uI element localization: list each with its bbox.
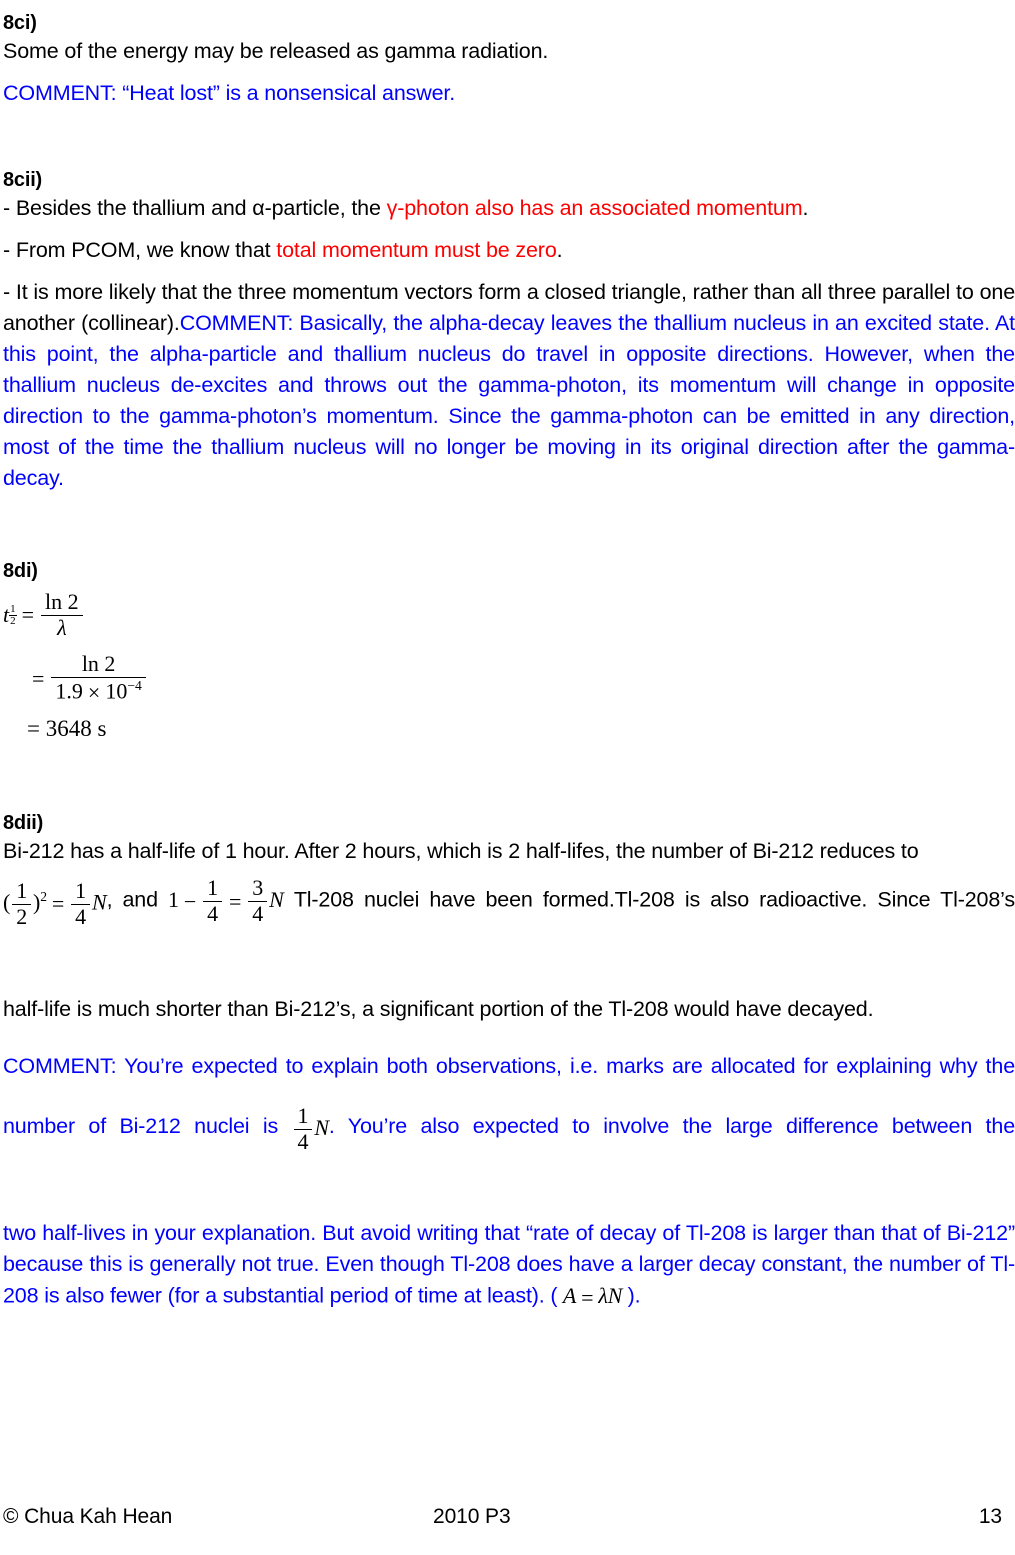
bullet-3-lead: - It is more likely that the three momentum vectors form a closed triangle, rather than all three parallel to one another (collinear). <box>3 280 1015 335</box>
answer-text-8dii-part1: Bi-212 has a half-life of 1 hour. After 2 hours, which is 2 half-lifes, the number of Bi-212 reduces to <box>3 839 919 863</box>
power-two: 2 <box>40 889 47 904</box>
comment-8dii-second <box>3 1218 1015 1313</box>
bullet-3-8cii <box>3 277 1015 494</box>
variable-n-2: N <box>269 886 284 912</box>
fraction-three-quarters: $\frac{3}{4}$ <box>248 877 267 926</box>
bullet-2-emphasis: total momentum must be zero <box>276 238 557 262</box>
section-8dii <box>3 810 1015 1313</box>
numerator-ln2-2: ln 2 <box>51 653 145 678</box>
page-content <box>3 10 1015 1313</box>
denominator-decay-constant <box>51 678 145 705</box>
symbol-lambda: λ <box>598 1282 608 1308</box>
symbol-t: t <box>3 602 10 627</box>
bullet-1-emphasis: γ-photon also has an associated momentum <box>386 196 803 220</box>
equation-row-3 <box>27 712 1015 746</box>
spacer <box>3 266 1015 277</box>
fraction-one-half: $\frac{1}{2}$ <box>12 880 31 929</box>
section-heading-8di: 8di) <box>3 560 38 582</box>
spacer <box>3 67 1015 78</box>
answer-math-line-8dii <box>3 867 1015 994</box>
fraction-one-quarter-3: $\frac{1}{4}$ <box>294 1105 313 1154</box>
equals-sign-3: = <box>581 1285 594 1311</box>
inline-math-half-squared <box>3 867 107 934</box>
numerator-ln2: ln 2 <box>41 591 83 616</box>
section-8cii <box>3 167 1015 494</box>
fraction-ln2-lambda <box>41 588 83 640</box>
symbol-n: N <box>607 1282 623 1308</box>
spacer <box>3 224 1015 235</box>
paren-open: ( <box>3 889 11 915</box>
equals-sign-2: = <box>32 666 45 691</box>
denominator-lambda: λ <box>57 614 67 640</box>
mantissa: 1.9 <box>55 678 83 704</box>
bullet-2-8cii <box>3 235 1015 266</box>
fraction-one-quarter-2: $\frac{1}{4}$ <box>203 877 222 926</box>
comment-text-a: COMMENT: You’re expected to explain both observations, i.e. marks are allocated for explaining why the number of Bi-212 nuclei is <box>3 1054 1015 1139</box>
section-heading-8cii: 8cii) <box>3 169 43 191</box>
page-footer <box>3 1505 1012 1533</box>
paren-close: ) <box>33 889 41 915</box>
variable-n: N <box>92 889 107 915</box>
inline-math-one-minus-quarter <box>168 870 284 932</box>
spacer <box>3 746 1015 810</box>
spacer <box>3 494 1015 558</box>
exponent: −4 <box>127 678 142 694</box>
footer-copyright: © Chua Kah Hean <box>3 1505 173 1528</box>
minus-sign: − <box>183 888 197 914</box>
answer-text-8dii-part3: half-life is much shorter than Bi-212’s, a significant portion of the Tl-208 would have decayed. <box>3 997 874 1022</box>
equation-row-2 <box>27 646 1015 712</box>
subscript-half: $\frac{1}{2}$ <box>10 602 16 627</box>
times-sign: × <box>87 679 101 705</box>
fraction-one-quarter: $\frac{1}{4}$ <box>71 880 90 929</box>
inline-math-activity <box>557 1280 627 1313</box>
variable-n-3: N <box>314 1114 329 1140</box>
base-ten: 10 <box>105 678 128 704</box>
comment-text-b: . You’re also expected to involve the large difference between the <box>328 1114 1015 1139</box>
comment-8dii-first <box>3 1036 1015 1217</box>
one: 1 <box>168 886 179 912</box>
bullet-3-comment: COMMENT: Basically, the alpha-decay leaves the thallium nucleus in an excited state. At this point, the alpha-particle and thallium nucleus do travel in opposite directions. However, when the thallium nucleus de-excites and throws out the gamma-photon, its momentum will change in opposite direction to the gamma-photon’s momentum. Since the gamma-photon can be emitted in any direction, most of the time the thallium nucleus will no longer be moving in its original direction after the gamma-decay. <box>3 311 1015 490</box>
footer-page-number: 13 <box>978 1505 1002 1528</box>
conjunction-and: , and <box>106 887 158 912</box>
section-heading-8ci: 8ci) <box>3 12 37 34</box>
bullet-2-lead: - From PCOM, we know that <box>3 238 277 262</box>
comment-text-d: ). <box>627 1283 641 1308</box>
symbol-activity: A <box>562 1282 577 1308</box>
footer-paper-label: 2010 P3 <box>433 1505 511 1528</box>
equals-sign: = <box>51 891 65 917</box>
inline-math-quarter-n <box>292 1098 329 1158</box>
bullet-2-period: . <box>556 238 563 262</box>
spacer <box>3 1025 1015 1036</box>
comment-text-c: two half-lives in your explanation. But avoid writing that “rate of decay of Tl-208 is larger than that of Bi-212” because this is generally not true. Even though Tl-208 does have a larger decay constant, the number of Tl-208 is also fewer (for a substantial period of time at least). ( <box>3 1220 1015 1308</box>
section-8ci <box>3 10 1015 109</box>
equation-result: = 3648 s <box>27 716 107 741</box>
spacer <box>3 109 1015 167</box>
answer-text-8dii-part2: Tl-208 nuclei have been formed.Tl-208 is also radioactive. Since Tl-208’s <box>293 887 1015 912</box>
section-heading-8dii: 8dii) <box>3 812 44 834</box>
equals-sign-1: = <box>21 602 35 627</box>
fraction-ln2-lambda-value <box>51 653 145 705</box>
bullet-1-lead: - Besides the thallium and α-particle, the <box>3 196 387 220</box>
equation-row-1 <box>3 584 1015 646</box>
bullet-1-8cii <box>3 193 1015 224</box>
equals-sign-2: = <box>229 888 242 914</box>
equation-half-life <box>3 584 1015 746</box>
comment-text-8ci: COMMENT: “Heat lost” is a nonsensical answer. <box>3 81 456 105</box>
bullet-1-period: . <box>802 196 809 220</box>
section-8di <box>3 558 1015 746</box>
answer-text-8ci: Some of the energy may be released as gamma radiation. <box>3 39 549 63</box>
